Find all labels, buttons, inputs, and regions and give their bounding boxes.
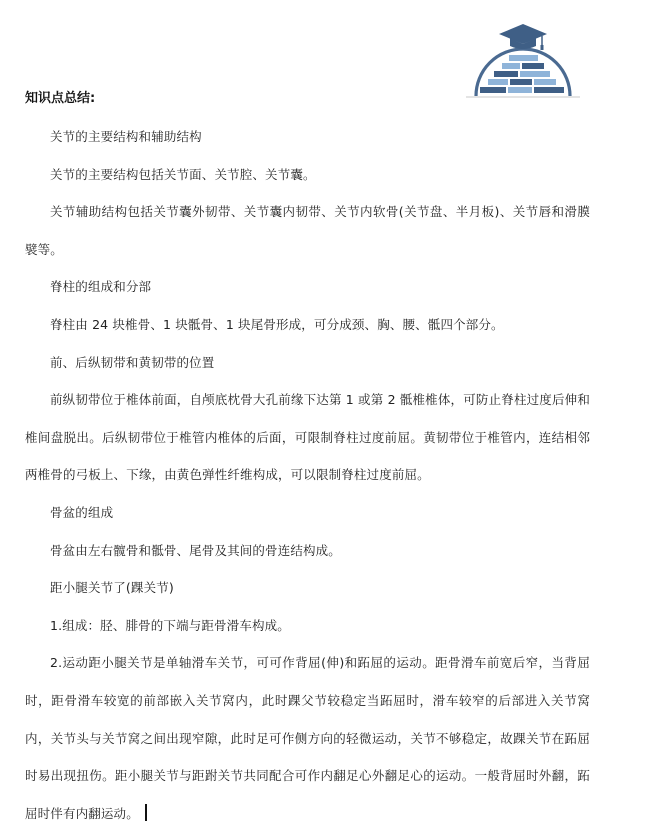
paragraph-ligaments-title: 前、后纵韧带和黄韧带的位置	[50, 354, 215, 370]
paragraph-ligaments-position: 前纵韧带位于椎体前面，自颅底枕骨大孔前缘下达第 1 或第 2 骶椎椎体，可防止脊柱过度后伸和椎间盘脱出。后纵韧带位于椎管内椎体的后面，可限制脊柱过度前屈。黄韧带位于椎管内，连结相邻两椎骨的弓板上、下缘，由黄色弹性纤维构成，可以限制脊柱过度前屈。	[25, 392, 590, 483]
paragraph-ankle-composition: 1.组成：胫、腓骨的下端与距骨滑车构成。	[50, 617, 290, 633]
document-body[interactable]	[25, 88, 590, 832]
paragraph-pelvis-title: 骨盆的组成	[50, 504, 114, 520]
paragraph-ankle-title: 距小腿关节了(踝关节)	[50, 580, 174, 596]
paragraph-spine-title: 脊柱的组成和分部	[50, 279, 152, 295]
paragraph-joint-auxiliary-structures: 关节辅助结构包括关节囊外韧带、关节囊内韧带、关节内软骨(关节盘、半月板)、关节唇和滑膜襞等。	[25, 204, 590, 257]
summary-heading: 知识点总结:	[25, 91, 96, 106]
paragraph-joint-structures-title: 关节的主要结构和辅助结构	[50, 129, 202, 144]
paragraph-ankle-movement-text: 2.运动距小腿关节是单轴滑车关节，可可作背屈(伸)和跖屈的运动。距骨滑车前宽后窄，当背屈时，距骨滑车较宽的前部嵌入关节窝内，此时踝父节较稳定当跖屈时，滑车较窄的后部进入关节窝内，关节头与关节窝之间出现窄隙，此时足可作侧方向的轻微运动，关节不够稳定，故踝关节在跖屈时易出现扭伤。距小腿关节与距跗关节共同配合可作内翻足心外翻足心的运动。一般背屈时外翻，跖屈时伴有内翻运动。	[25, 655, 590, 821]
paragraph-ankle-movement	[25, 644, 590, 832]
paragraph-joint-main-structures: 关节的主要结构包括关节面、关节腔、关节囊。	[50, 166, 316, 182]
text-cursor	[145, 804, 147, 821]
paragraph-pelvis-composition: 骨盆由左右髋骨和骶骨、尾骨及其间的骨连结构成。	[50, 542, 341, 558]
paragraph-spine-composition: 脊柱由 24 块椎骨、1 块骶骨、1 块尾骨形成，可分成颈、胸、腰、骶四个部分。	[50, 316, 504, 332]
